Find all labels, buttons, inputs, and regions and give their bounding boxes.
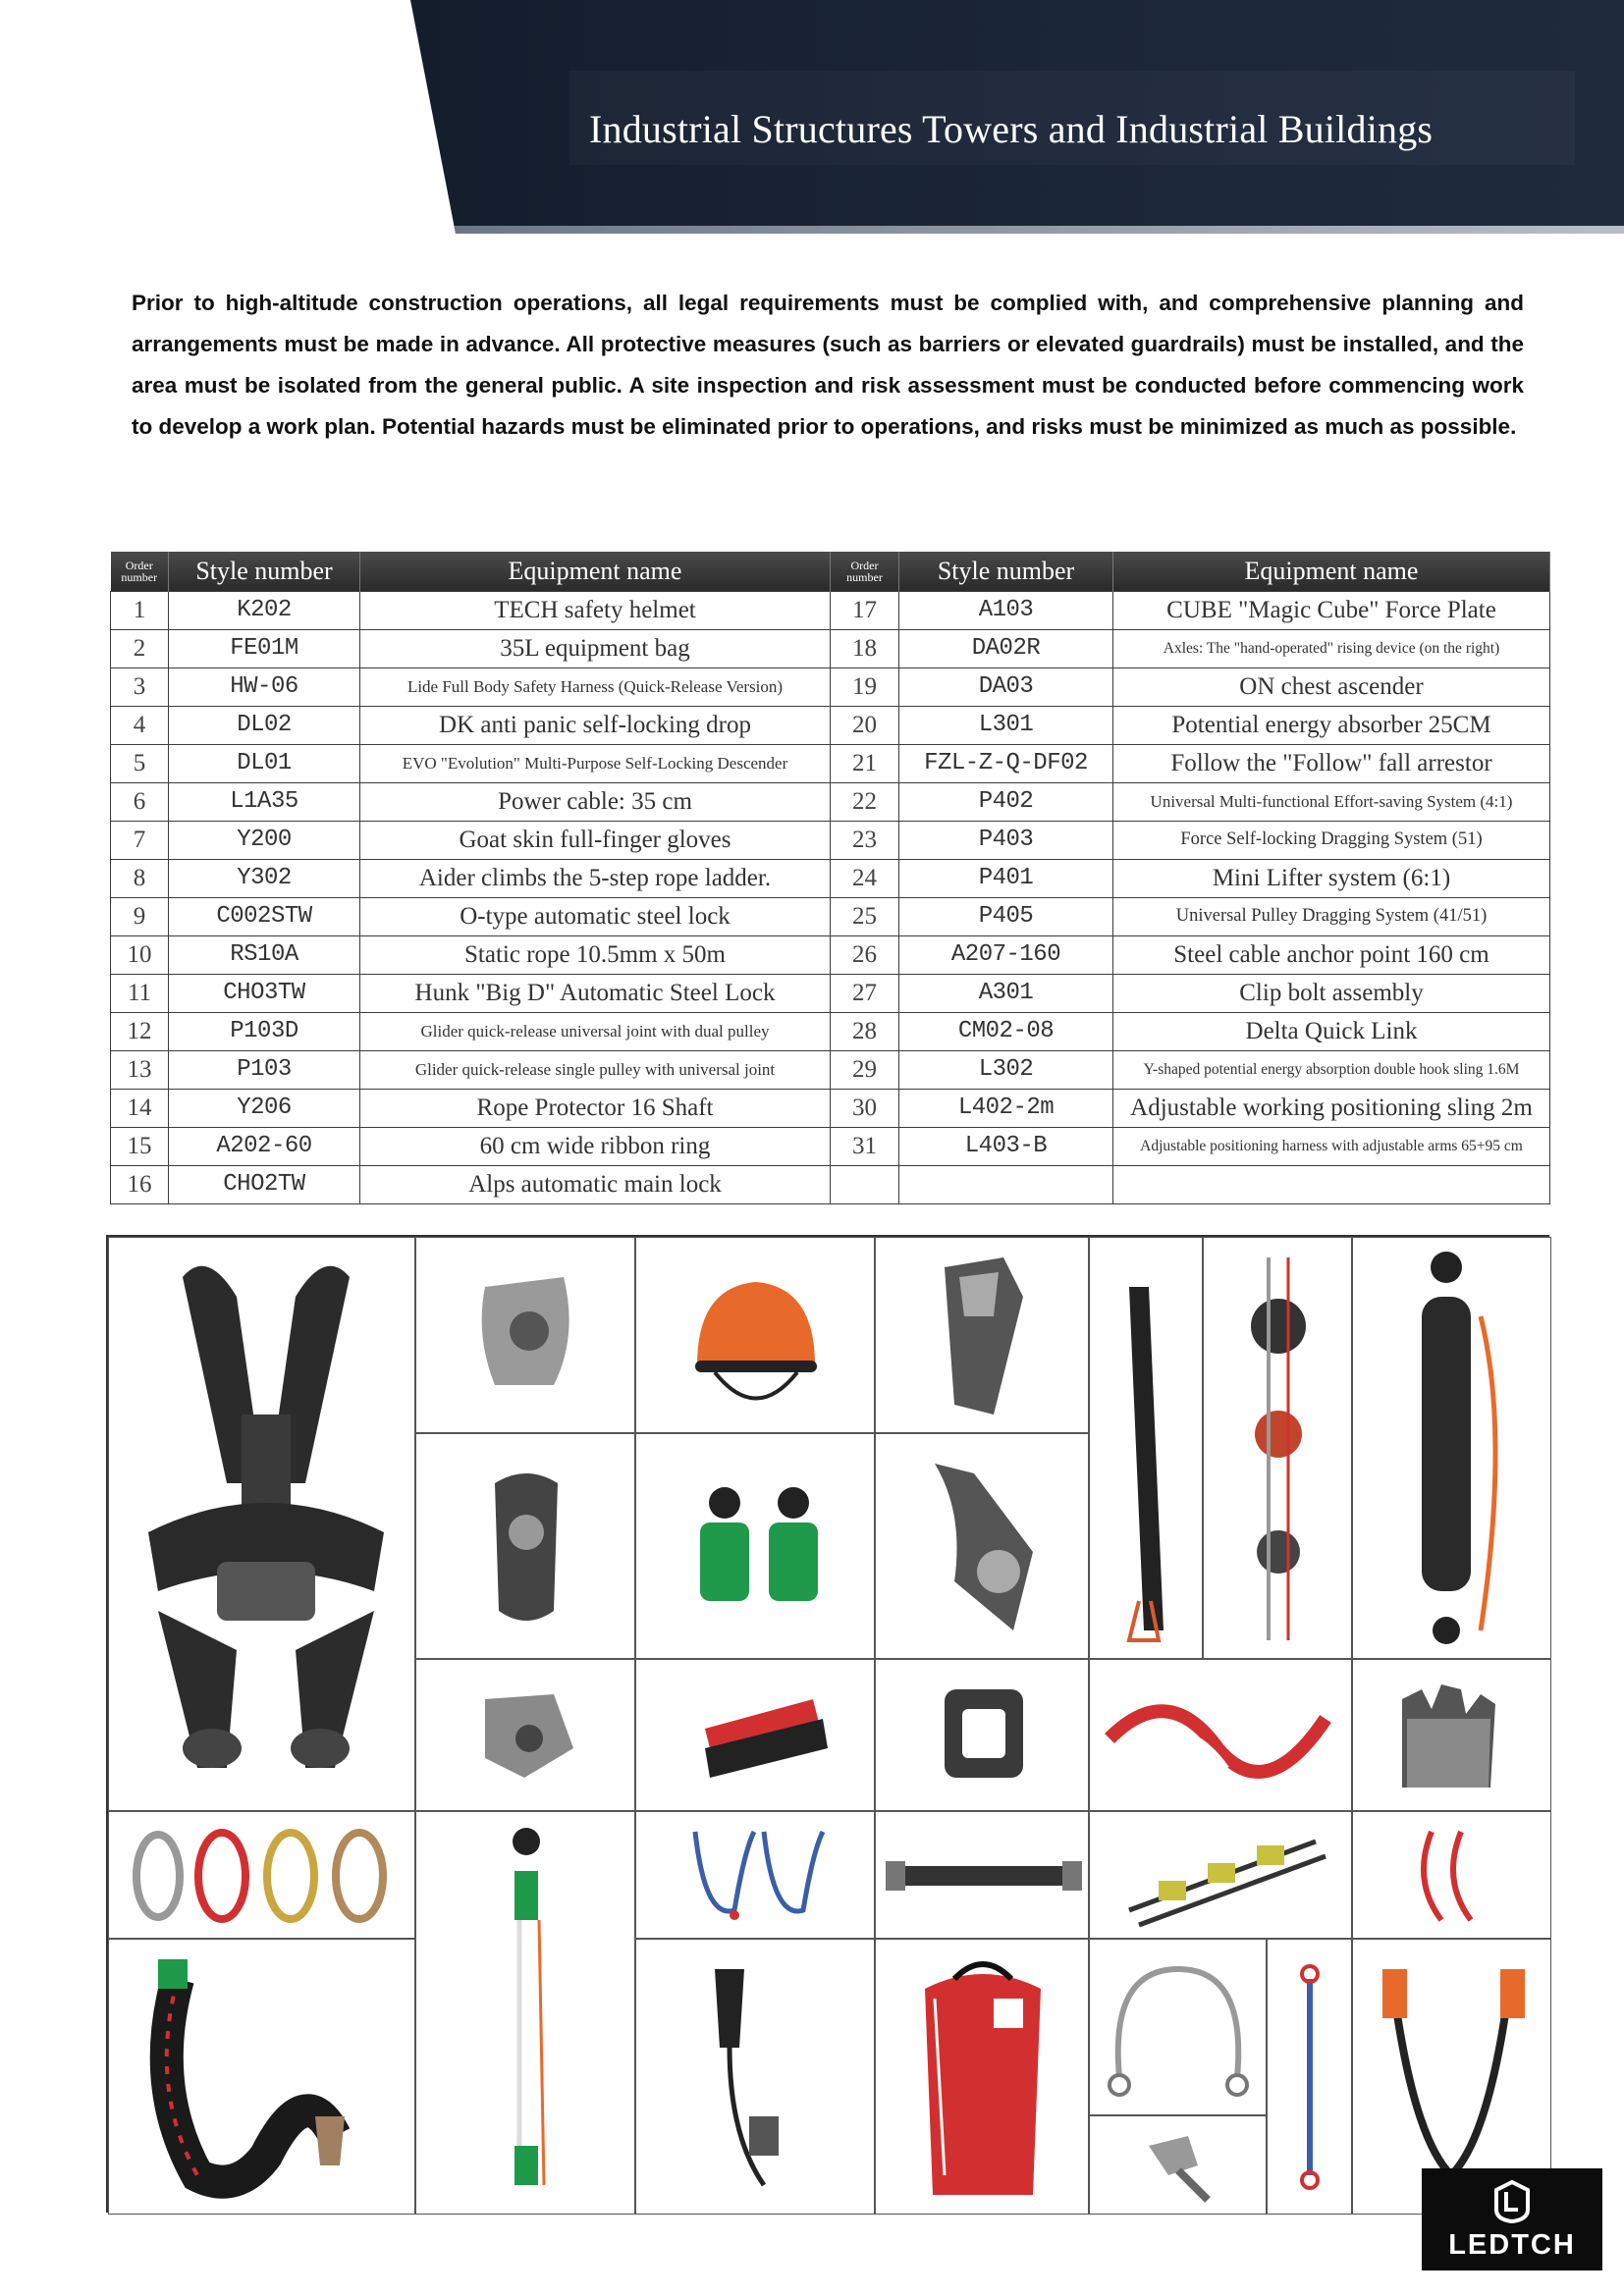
order-number: 24	[831, 859, 899, 897]
style-number: HW-06	[169, 667, 360, 706]
descender-image	[415, 1237, 635, 1433]
equipment-name: Power cable: 35 cm	[360, 782, 831, 821]
equipment-name: Potential energy absorber 25CM	[1113, 706, 1550, 744]
order-number: 21	[831, 744, 899, 782]
ribbon-ring-image	[875, 1811, 1089, 1939]
header-style-number-right: Style number	[899, 552, 1113, 591]
order-number: 8	[111, 859, 169, 897]
rope-protector-image	[108, 1939, 415, 2215]
style-number: K202	[169, 591, 360, 629]
static-rope-image	[1089, 1659, 1352, 1811]
equipment-name: Follow the "Follow" fall arrestor	[1113, 744, 1550, 782]
style-number: L403-B	[899, 1127, 1113, 1165]
style-number: P405	[899, 897, 1113, 935]
order-number: 15	[111, 1127, 169, 1165]
rope-ladder-image	[1089, 1237, 1203, 1659]
energy-absorber-image	[1352, 1237, 1551, 1659]
order-number: 29	[831, 1050, 899, 1089]
order-number: 23	[831, 821, 899, 859]
equipment-name: Clip bolt assembly	[1113, 974, 1550, 1012]
order-number: 1	[111, 591, 169, 629]
order-number: 10	[111, 935, 169, 974]
equipment-name: Glider quick-release single pulley with universal joint	[360, 1050, 831, 1089]
header-order-number-right: Order number	[831, 552, 899, 591]
pulley-system-image	[1203, 1237, 1352, 1659]
style-number: Y200	[169, 821, 360, 859]
table-row	[111, 821, 1550, 859]
order-number: 31	[831, 1127, 899, 1165]
style-number: DL02	[169, 706, 360, 744]
equipment-name: 60 cm wide ribbon ring	[360, 1127, 831, 1165]
equipment-name: Hunk "Big D" Automatic Steel Lock	[360, 974, 831, 1012]
equipment-name: Mini Lifter system (6:1)	[1113, 859, 1550, 897]
header-style-number-left: Style number	[169, 552, 360, 591]
order-number: 22	[831, 782, 899, 821]
equipment-name: ON chest ascender	[1113, 667, 1550, 706]
style-number: Y206	[169, 1089, 360, 1127]
style-number: FZL-Z-Q-DF02	[899, 744, 1113, 782]
style-number: A301	[899, 974, 1113, 1012]
order-number: 9	[111, 897, 169, 935]
harness-image	[108, 1237, 415, 1811]
style-number	[899, 1165, 1113, 1203]
style-number: FE01M	[169, 629, 360, 667]
gloves-image	[1352, 1659, 1551, 1811]
equipment-name	[1113, 1165, 1550, 1203]
header-order-number-left: Order number	[111, 552, 169, 591]
style-number: L402-2m	[899, 1089, 1113, 1127]
steel-cable-anchor-image	[1089, 1939, 1267, 2115]
style-number: L302	[899, 1050, 1113, 1089]
equipment-name: EVO "Evolution" Multi-Purpose Self-Locking Descender	[360, 744, 831, 782]
style-number: DL01	[169, 744, 360, 782]
table-row	[111, 591, 1550, 629]
fall-arrestor-image	[635, 1939, 875, 2215]
order-number: 20	[831, 706, 899, 744]
intro-paragraph: Prior to high-altitude construction operations, all legal requirements must be complied with, and comprehensive planning and arrangements must be made in advance. All protective measures (such as barriers or elevated guardrails) must be installed, and the area must be isolated from the general public. A site inspection and risk assessment must be conducted before commencing work to develop a work plan. Potential hazards must be eliminated prior to operations, and risks must be minimized as much as possible.	[132, 291, 1524, 439]
table-row	[111, 1165, 1550, 1203]
table-header-row	[111, 552, 1550, 591]
order-number: 17	[831, 591, 899, 629]
style-number: Y302	[169, 859, 360, 897]
order-number: 2	[111, 629, 169, 667]
table-row	[111, 629, 1550, 667]
style-number: P403	[899, 821, 1113, 859]
equipment-name: Glider quick-release universal joint with dual pulley	[360, 1012, 831, 1050]
order-number: 26	[831, 935, 899, 974]
order-number: 27	[831, 974, 899, 1012]
equipment-name: Axles: The "hand-operated" rising device (on the right)	[1113, 629, 1550, 667]
equipment-name: Alps automatic main lock	[360, 1165, 831, 1203]
product-image-grid	[106, 1235, 1549, 2213]
style-number: P103D	[169, 1012, 360, 1050]
style-number: A103	[899, 591, 1113, 629]
order-number	[831, 1165, 899, 1203]
equipment-name: CUBE "Magic Cube" Force Plate	[1113, 591, 1550, 629]
order-number: 13	[111, 1050, 169, 1089]
order-number: 5	[111, 744, 169, 782]
equipment-name: DK anti panic self-locking drop	[360, 706, 831, 744]
style-number: L1A35	[169, 782, 360, 821]
equipment-name: Adjustable working positioning sling 2m	[1113, 1089, 1550, 1127]
equipment-name: Force Self-locking Dragging System (51)	[1113, 821, 1550, 859]
order-number: 16	[111, 1165, 169, 1203]
order-number: 18	[831, 629, 899, 667]
table-row	[111, 859, 1550, 897]
order-number: 4	[111, 706, 169, 744]
helmet-image	[635, 1237, 875, 1433]
style-number: P103	[169, 1050, 360, 1089]
order-number: 28	[831, 1012, 899, 1050]
self-locking-descender-image	[875, 1433, 1089, 1659]
equipment-name: Steel cable anchor point 160 cm	[1113, 935, 1550, 974]
table-row	[111, 667, 1550, 706]
style-number: P401	[899, 859, 1113, 897]
delta-quick-link-image	[1267, 1939, 1352, 2215]
equipment-name: Universal Pulley Dragging System (41/51)	[1113, 897, 1550, 935]
table-row	[111, 935, 1550, 974]
hand-ascender-image	[875, 1237, 1089, 1433]
drop-device-image	[415, 1659, 635, 1811]
equipment-name: Rope Protector 16 Shaft	[360, 1089, 831, 1127]
positioning-sling-image	[635, 1811, 875, 1939]
style-number: CHO2TW	[169, 1165, 360, 1203]
equipment-name: Aider climbs the 5-step rope ladder.	[360, 859, 831, 897]
order-number: 11	[111, 974, 169, 1012]
equipment-bag-35l-image	[875, 1939, 1089, 2215]
equipment-name: Universal Multi-functional Effort-saving System (4:1)	[1113, 782, 1550, 821]
equipment-bag-image	[635, 1659, 875, 1811]
style-number: RS10A	[169, 935, 360, 974]
header-equipment-name-right: Equipment name	[1113, 552, 1550, 591]
chest-ascender-image	[415, 1433, 635, 1659]
equipment-name: Lide Full Body Safety Harness (Quick-Release Version)	[360, 667, 831, 706]
equipment-name: 35L equipment bag	[360, 629, 831, 667]
order-number: 7	[111, 821, 169, 859]
force-plate-image	[875, 1659, 1089, 1811]
equipment-name: Goat skin full-finger gloves	[360, 821, 831, 859]
dual-pulley-image	[635, 1433, 875, 1659]
table-row	[111, 1050, 1550, 1089]
style-number: DA02R	[899, 629, 1113, 667]
equipment-name: Y-shaped potential energy absorption double hook sling 1.6M	[1113, 1050, 1550, 1089]
logo-text: LEDTCH	[1448, 2228, 1576, 2261]
table-row	[111, 1012, 1550, 1050]
style-number: CM02-08	[899, 1012, 1113, 1050]
style-number: L301	[899, 706, 1113, 744]
order-number: 30	[831, 1089, 899, 1127]
style-number: C002STW	[169, 897, 360, 935]
style-number: A202-60	[169, 1127, 360, 1165]
adjustable-arms-harness-image	[1352, 1811, 1551, 1939]
order-number: 14	[111, 1089, 169, 1127]
style-number: P402	[899, 782, 1113, 821]
order-number: 19	[831, 667, 899, 706]
clip-bolt-image	[1089, 2115, 1267, 2215]
equipment-name: Adjustable positioning harness with adjustable arms 65+95 cm	[1113, 1127, 1550, 1165]
logo-mark-icon	[1489, 2178, 1536, 2225]
equipment-name: Delta Quick Link	[1113, 1012, 1550, 1050]
ledtch-logo	[1422, 2168, 1602, 2270]
equipment-name: O-type automatic steel lock	[360, 897, 831, 935]
equipment-name: TECH safety helmet	[360, 591, 831, 629]
table-row	[111, 897, 1550, 935]
equipment-name: Static rope 10.5mm x 50m	[360, 935, 831, 974]
pulley-dragging-system-image	[415, 1811, 635, 2215]
style-number: A207-160	[899, 935, 1113, 974]
table-row	[111, 782, 1550, 821]
order-number: 3	[111, 667, 169, 706]
order-number: 12	[111, 1012, 169, 1050]
style-number: DA03	[899, 667, 1113, 706]
rope-ladder-steps-image	[1089, 1811, 1352, 1939]
page-title: Industrial Structures Towers and Industrial Buildings	[589, 107, 1434, 151]
equipment-table	[110, 552, 1550, 1204]
table-row	[111, 1089, 1550, 1127]
header-equipment-name-left: Equipment name	[360, 552, 831, 591]
order-number: 6	[111, 782, 169, 821]
table-row	[111, 1127, 1550, 1165]
table-row	[111, 706, 1550, 744]
table-row	[111, 974, 1550, 1012]
order-number: 25	[831, 897, 899, 935]
table-row	[111, 744, 1550, 782]
carabiners-image	[108, 1811, 415, 1939]
style-number: CHO3TW	[169, 974, 360, 1012]
